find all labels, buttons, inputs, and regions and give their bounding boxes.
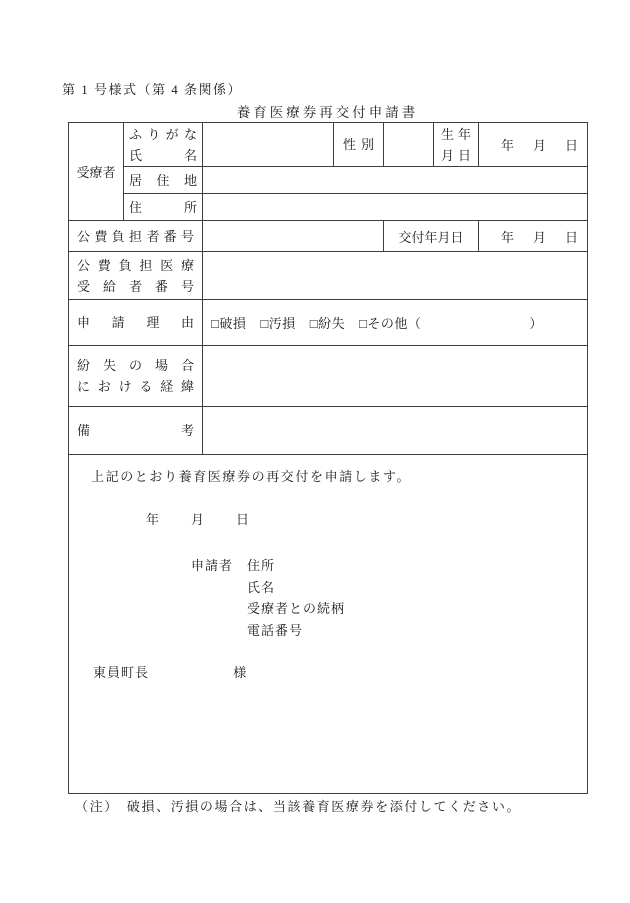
remarks-input-cell[interactable] bbox=[203, 407, 588, 455]
issue-date-label: 交付年月日 bbox=[398, 229, 464, 245]
address-label: 住 所 bbox=[129, 199, 197, 215]
birthdate-label-line1: 生 年 bbox=[441, 126, 471, 142]
sex-label-cell bbox=[334, 123, 384, 167]
residence-label: 居 住 地 bbox=[129, 172, 197, 188]
issue-date-value-cell[interactable] bbox=[479, 221, 588, 252]
applicant-block bbox=[191, 555, 345, 641]
birthdate-label-line2: 月 日 bbox=[441, 147, 471, 163]
recipient-number-input-cell[interactable] bbox=[203, 252, 588, 300]
addressee-honorific: 様 bbox=[233, 665, 248, 680]
declaration-date-line[interactable]: 年 月 日 bbox=[146, 512, 250, 527]
address-input-cell[interactable] bbox=[203, 194, 588, 221]
checkbox-other[interactable]: □その他（ ） bbox=[359, 316, 543, 331]
reason-options-cell bbox=[203, 300, 588, 346]
payer-number-label-cell bbox=[69, 221, 203, 252]
furigana-name-label-cell bbox=[124, 123, 203, 167]
applicant-label: 申請者 bbox=[191, 558, 234, 573]
birthdate-value-cell[interactable] bbox=[479, 123, 588, 167]
recipient-group-label: 受療者 bbox=[76, 165, 116, 180]
sex-input-cell[interactable] bbox=[384, 123, 434, 167]
reason-label: 申 請 理 由 bbox=[77, 315, 194, 330]
addressee-line bbox=[93, 662, 247, 681]
birthdate-label-cell bbox=[434, 123, 479, 167]
sex-label: 性 別 bbox=[343, 137, 374, 152]
issue-date-label-cell bbox=[384, 221, 479, 252]
recipient-group-label-cell bbox=[69, 123, 124, 221]
name-label: 氏 名 bbox=[129, 147, 197, 163]
loss-detail-label-line1: 紛 失 の 場 合 bbox=[77, 358, 194, 373]
payer-number-input-cell[interactable] bbox=[203, 221, 384, 252]
applicant-name-field[interactable]: 氏名 bbox=[247, 579, 276, 595]
furigana-label: ふ り が な bbox=[129, 126, 197, 142]
reason-options bbox=[203, 313, 587, 332]
checkbox-damaged[interactable]: □破損 bbox=[211, 316, 247, 331]
document-title: 養育医療券再交付申請書 bbox=[236, 105, 419, 120]
footnote: （注） 破損、汚損の場合は、当該養育医療券を添付してください。 bbox=[75, 799, 522, 814]
applicant-fields bbox=[247, 555, 345, 641]
payer-number-label: 公 費 負 担 者 番 号 bbox=[77, 228, 194, 244]
recipient-number-label-cell bbox=[69, 252, 203, 300]
application-table bbox=[68, 122, 588, 794]
loss-detail-input-cell[interactable] bbox=[203, 346, 588, 407]
form-number-label: 第 1 号様式（第 4 条関係） bbox=[62, 82, 243, 97]
residence-label-cell bbox=[124, 167, 203, 194]
loss-detail-label-line2: に お け る 経 緯 bbox=[77, 379, 194, 394]
name-input-cell[interactable] bbox=[203, 123, 334, 167]
recipient-number-label-line1: 公 費 負 担 医 療 bbox=[77, 257, 194, 273]
applicant-relation-field[interactable]: 受療者との続柄 bbox=[247, 601, 346, 616]
birthdate-value: 年 月 日 bbox=[501, 138, 578, 153]
checkbox-soiled[interactable]: □汚損 bbox=[260, 316, 296, 331]
residence-input-cell[interactable] bbox=[203, 167, 588, 194]
applicant-phone-field[interactable]: 電話番号 bbox=[247, 622, 304, 638]
declaration-cell bbox=[69, 455, 588, 794]
remarks-label-cell bbox=[69, 407, 203, 455]
issue-date-value: 年 月 日 bbox=[501, 229, 578, 245]
applicant-address-field[interactable]: 住所 bbox=[247, 558, 276, 573]
address-label-cell bbox=[124, 194, 203, 221]
loss-detail-label-cell bbox=[69, 346, 203, 407]
checkbox-lost[interactable]: □紛失 bbox=[309, 316, 346, 331]
recipient-number-label-line2: 受 給 者 番 号 bbox=[77, 278, 194, 294]
addressee-name: 東員町長 bbox=[93, 665, 150, 680]
reason-label-cell bbox=[69, 300, 203, 346]
remarks-label: 備 考 bbox=[77, 423, 194, 438]
declaration-statement: 上記のとおり養育医療券の再交付を申請します。 bbox=[91, 469, 412, 484]
